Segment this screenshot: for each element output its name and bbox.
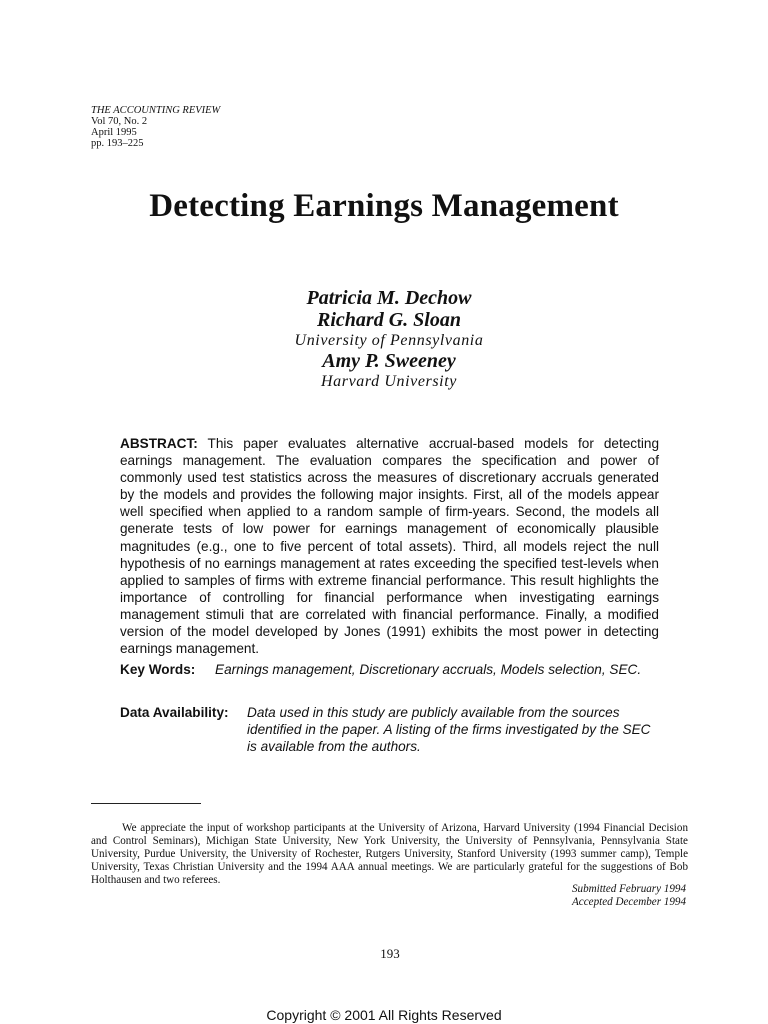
abstract [120,435,659,657]
abstract-label: ABSTRACT: [120,436,198,451]
journal-name: THE ACCOUNTING REVIEW [91,105,221,116]
author-affiliation: University of Pennsylvania [294,332,484,349]
key-words-label: Key Words: [120,662,196,677]
paper-title: Detecting Earnings Management [149,188,619,224]
copyright-notice: Copyright © 2001 All Rights Reserved [266,1007,502,1023]
footnote-divider [91,803,201,804]
author-name: Richard G. Sloan [317,309,461,331]
data-availability-text: Data used in this study are publicly available from the sources identified in the paper. A listing of the firms investigated by the SEC is available from the authors. [247,705,651,754]
key-words-text: Earnings management, Discretionary accruals, Models selection, SEC. [215,662,642,677]
journal-info [91,105,220,149]
journal-volume: Vol 70, No. 2 [91,116,148,127]
abstract-text: This paper evaluates alternative accrual-based models for detecting earnings management. The evaluation compares the specification and power of commonly used test statistics across the measures of discretionary accruals generated by the models and provides the following major insights. First, all of the models appear well specified when applied to a random sample of firm-years. Second, the models all generate tests of low power for earnings management of economically plausible magnitudes (e.g., one to five percent of total assets). Third, all models reject the null hypothesis of no earnings management at rates exceeding the specified test-levels when applied to samples of firms with extreme financial performance. This result highlights the importance of controlling for financial performance when investigating earnings management stimuli that are correlated with financial performance. Finally, a modified version of the model developed by Jones (1991) exhibits the most power in detecting earnings management. [120,436,660,657]
key-words [120,661,660,697]
accepted-date: Accepted December 1994 [572,896,686,908]
author-affiliation: Harvard University [321,373,457,390]
data-availability-label: Data Availability: [120,705,229,720]
submitted-date: Submitted February 1994 [571,883,686,895]
author-block [0,287,768,391]
page-number: 193 [380,946,400,961]
data-availability [120,704,660,756]
author-name: Patricia M. Dechow [306,287,472,309]
journal-date: April 1995 [91,127,137,138]
footnote: We appreciate the input of workshop participants at the University of Arizona, Harvard University (1994 Financial Decision and Control Seminars), Michigan State University, New York University, the University of Pennsylvania, Pennsylvania State University, Purdue University, the University of Rochester, Rutgers University, Stanford University (1993 summer camp), Temple University, Texas Christian University and the 1994 AAA annual meetings. We are particularly grateful for the suggestions of Bob Holthausen and two referees. [91,822,688,886]
submission-dates [572,883,686,909]
journal-pages: pp. 193–225 [91,138,144,149]
author-name: Amy P. Sweeney [322,350,456,372]
